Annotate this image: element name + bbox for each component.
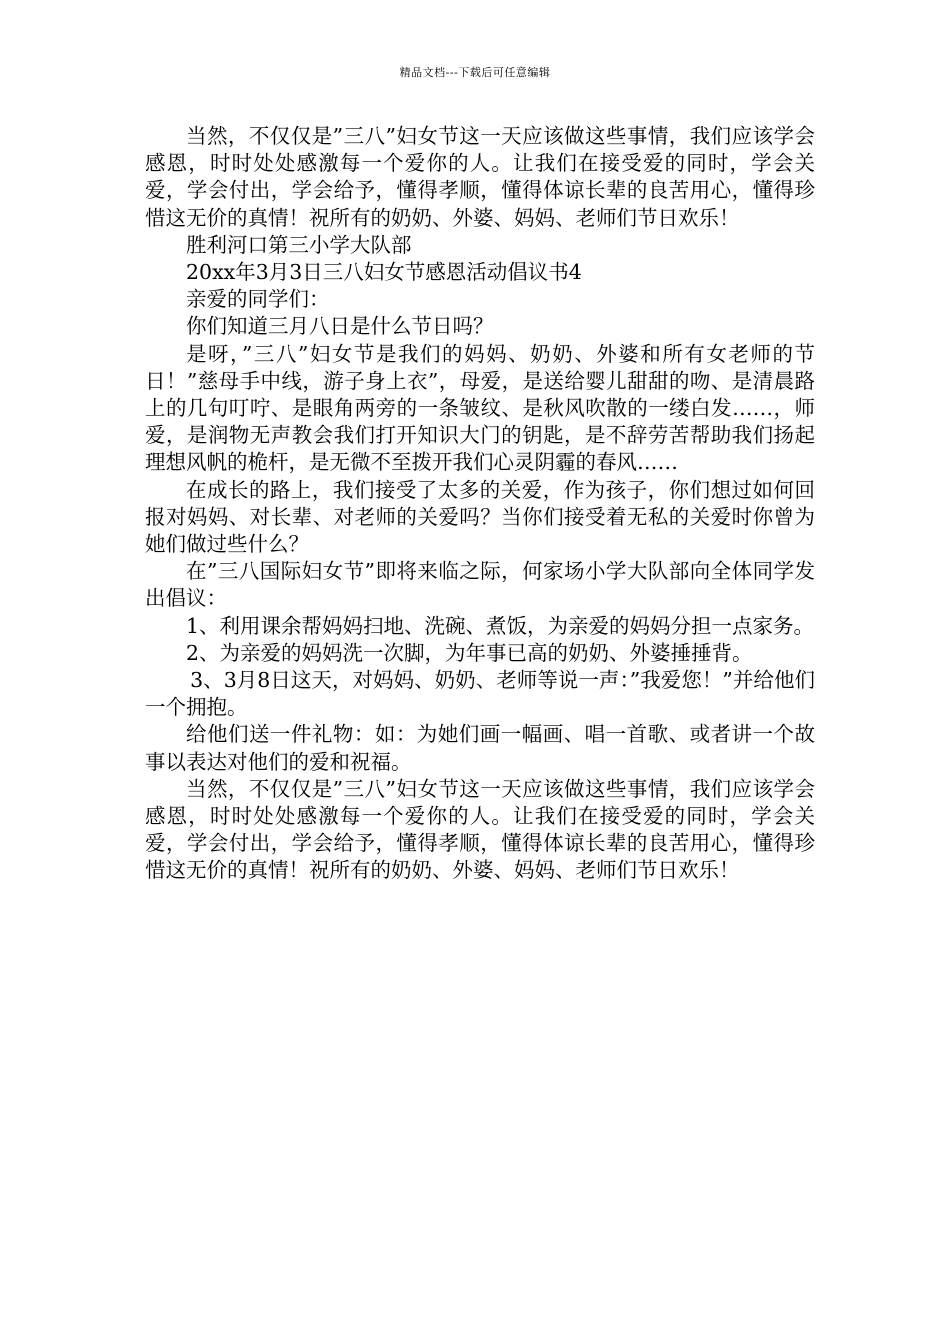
proposal-item-2: 2、为亲爱的妈妈洗一次脚，为年事已高的奶奶、外婆捶捶背。: [186, 640, 753, 665]
paragraph-proposal-intro: 在”三八国际妇女节”即将来临之际，何家场小学大队部向全体同学发出倡议：: [145, 559, 815, 611]
document-title: 20xx年3月3日三八妇女节感恩活动倡议书4: [186, 260, 582, 285]
salutation: 亲爱的同学们：: [186, 287, 330, 312]
paragraph-closing-1: 当然，不仅仅是”三八”妇女节这一天应该做这些事情，我们应该学会感恩，时时处处感激每一个爱你的人。让我们在接受爱的同时，学会关爱，学会付出，学会给予，懂得孝顺，懂得体谅长辈的良苦用心，懂得珍惜这无价的真情！祝所有的奶奶、外婆、妈妈、老师们节日欢乐！: [145, 124, 815, 230]
paragraph-gift: 给他们送一件礼物：如：为她们画一幅画、唱一首歌、或者讲一个故事以表达对他们的爱和祝福。: [145, 722, 815, 774]
signature-organization: 胜利河口第三小学大队部: [186, 232, 412, 257]
paragraph-growth: 在成长的路上，我们接受了太多的关爱，作为孩子，你们想过如何回报对妈妈、对长辈、对老师的关爱吗？当你们接受着无私的关爱时你曾为她们做过些什么？: [145, 477, 815, 557]
proposal-item-3: 3、3月8日这天，对妈妈、奶奶、老师等说一声：”我爱您！”并给他们一个拥抱。: [145, 668, 815, 720]
proposal-item-1: 1、利用课余帮妈妈扫地、洗碗、煮饭，为亲爱的妈妈分担一点家务。: [186, 613, 815, 638]
paragraph-closing-2: 当然，不仅仅是”三八”妇女节这一天应该做这些事情，我们应该学会感恩，时时处处感激每一个爱你的人。让我们在接受爱的同时，学会关爱，学会付出，学会给予，懂得孝顺，懂得体谅长辈的良苦用心，懂得珍惜这无价的真情！祝所有的奶奶、外婆、妈妈、老师们节日欢乐！: [145, 776, 815, 883]
page-header: 精品文档---下载后可任意编辑: [399, 66, 551, 79]
paragraph-question: 你们知道三月八日是什么节日吗？: [186, 314, 494, 339]
paragraph-mothers-love: 是呀，”三八”妇女节是我们的妈妈、奶奶、外婆和所有女老师的节日！”慈母手中线，游子身上衣”，母爱，是送给婴儿甜甜的吻、是清晨路上的几句叮咛、是眼角两旁的一条皱纹、是秋风吹散的一缕白发……，师爱，是润物无声教会我们打开知识大门的钥匙，是不辞劳苦帮助我们扬起理想风帆的桅杆，是无微不至拨开我们心灵阴霾的春风……: [145, 341, 815, 475]
document-body: [145, 123, 815, 885]
